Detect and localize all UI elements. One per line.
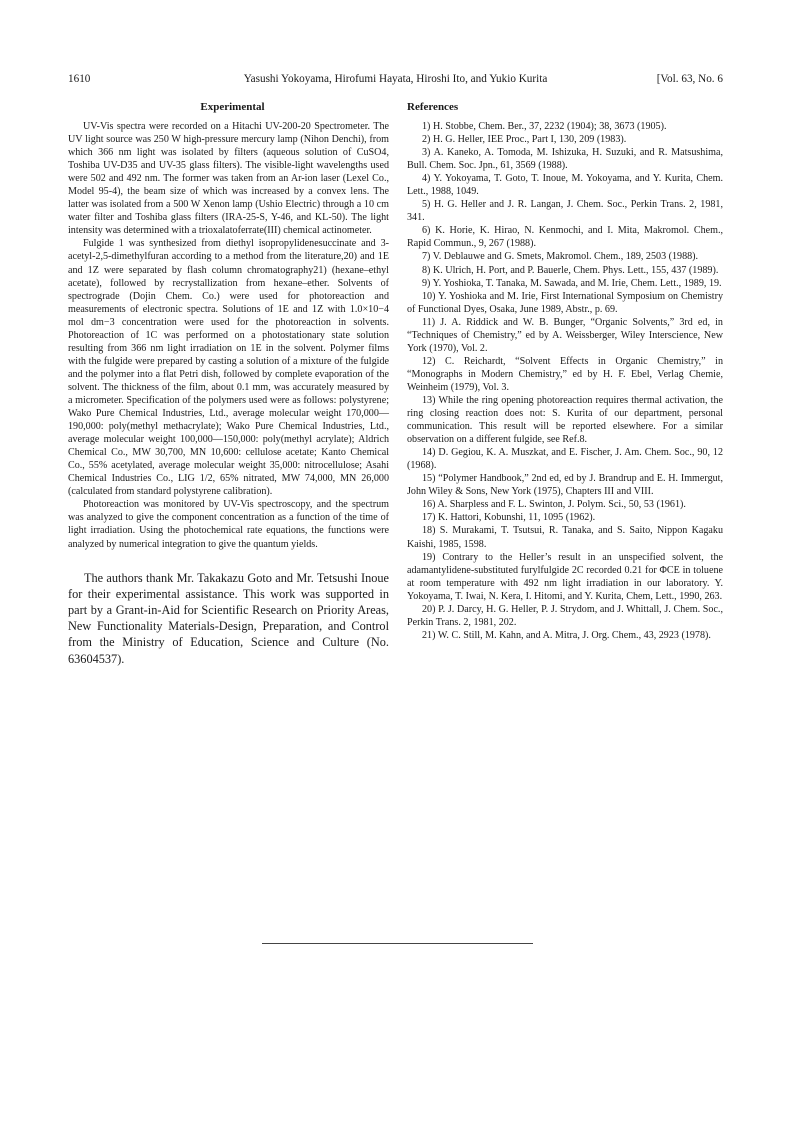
reference-item: 9) Y. Yoshioka, T. Tanaka, M. Sawada, and M. Irie, Chem. Lett., 1989, 19. xyxy=(422,277,722,289)
reference-list xyxy=(407,120,723,642)
reference-item: 17) K. Hattori, Kobunshi, 11, 1095 (1962). xyxy=(422,512,596,524)
reference-item: 4) Y. Yokoyama, T. Goto, T. Inoue, M. Yokoyama, and Y. Kurita, Chem. Lett., 1988, 1049. xyxy=(407,173,723,198)
reference-item: 14) D. Gegiou, K. A. Muszkat, and E. Fischer, J. Am. Chem. Soc., 90, 12 (1968). xyxy=(407,447,723,472)
reference-item: 7) V. Deblauwe and G. Smets, Makromol. Chem., 189, 2503 (1988). xyxy=(422,251,699,263)
references-heading: References xyxy=(407,101,459,113)
end-rule xyxy=(262,943,533,944)
reference-item: 1) H. Stobbe, Chem. Ber., 37, 2232 (1904); 38, 3673 (1905). xyxy=(422,121,667,132)
reference-item: 10) Y. Yoshioka and M. Irie, First International Symposium on Chemistry of Functional Dyes, Osaka, June 1989, Abstr., p. 69. xyxy=(407,290,723,315)
page-number: 1610 xyxy=(68,73,91,85)
reference-item: 11) J. A. Riddick and W. B. Bunger, “Organic Solvents,” 3rd ed, in “Techniques of Chemistry,” ed by A. Weissberger, Wiley Interscience, New York (1970), Vol. 2. xyxy=(407,316,723,354)
reference-item: 19) Contrary to the Heller’s result in an unspecified solvent, the adamantylidene-substituted furylfulgide 2C recorded 0.21 for ΦCE in toluene at room temperature with 492 nm light irradiation in our laboratory. Y. Yokoyama, T. Iwai, N. Kera, I. Hitomi, and Y. Kurita, Chem, Lett., 1990, 263. xyxy=(407,551,723,602)
experimental-paragraph-2: Fulgide 1 was synthesized from diethyl isopropylidenesuccinate and 3-acetyl-2,5-dimethylfuran according to a method from the literature,20) and 1E and 1Z were separated by flash column chromatography21) (hexane–ethyl acetate), followed by recrystallization from hexane–ether. Solvents of spectrograde (Dojin Chem. Co.) were used for photoreaction and measurements of electronic spectra. Solutions of 1E and 1Z with 1.0×10−4 mol dm−3 concentration were used for the photoreaction in solvents. Photoreaction of 1C was performed on a photostationary state solution resulting from 366 nm light irradiation on 1E in the solvent. Polymer films with the fulgide were prepared by casting a solution of a mixture of the fulgide and the polymer into a flat Petri dish, followed by complete evaporation of the solvent. The thickness of the film, about 0.1 mm, was accurately measured by a micrometer. Specification of the polymers used were as follows: polystyrene; Wako Pure Chemical Industries, Ltd., average molecular weight 170,000—190,000: poly(methyl methacrylate); Wako Pure Chemical Industries, Ltd., average molecular weight 100,000—150,000: poly(methyl acrylate); Aldrich Chemical Co., MW 30,700, MN 10,600: cellulose acetate; Kanto Chemical Co., 55% acetylated, average molecular weight 35,000: nitrocellulose; Asahi Chemical Industries Co., LIG 1/2, 65% nitrated, MW 74,000, MN 26,000 (calculated from standard polystyrene calibration). xyxy=(68,238,389,498)
reference-item: 15) “Polymer Handbook,” 2nd ed, ed by J. Brandrup and E. H. Immergut, John Wiley & Sons, New York (1975), Chapters III and VIII. xyxy=(407,473,723,498)
reference-item: 13) While the ring opening photoreaction requires thermal activation, the ring closing reaction does not: S. Kurita of our department, personal communication. This result will be reported elsewhere. For a similar observation on a different fulgide, see Ref.8. xyxy=(407,394,723,446)
reference-item: 16) A. Sharpless and F. L. Swinton, J. Polym. Sci., 50, 53 (1961). xyxy=(422,499,686,511)
experimental-paragraph-1: UV-Vis spectra were recorded on a Hitachi UV-200-20 Spectrometer. The UV light source was 250 W high-pressure mercury lamp (Nihon Denchi), from which 366 nm light was isolated by filters (aqueous solution of CuSO4, Toshiba UV-D35 and UV-35 glass filters). The visible-light wavelengths used were 502 and 492 nm. The former was taken from an Ar-ion laser (Lexel Co., Model 95-4), the beam size of which was increased by a convex lens. The latter was isolated from a 500 W Xenon lamp (Ushio Electric) through a 10 cm water filter and Toshiba glass filters (IRA-25-S, Y-46, and KL-50). The light intensity was determined with a trioxalatoferrate(III) chemical actinometer. xyxy=(68,121,389,237)
experimental-column xyxy=(68,100,389,667)
running-header xyxy=(68,73,723,89)
volume-info: [Vol. 63, No. 6 xyxy=(656,73,723,85)
reference-item: 2) H. G. Heller, IEE Proc., Part I, 130, 209 (1983). xyxy=(422,134,627,146)
experimental-paragraph-3: Photoreaction was monitored by UV-Vis spectroscopy, and the spectrum was analyzed to give the component concentration as a function of the time of light irradiation. Using the photochemical rate equations, the functions were analyzed by numerical integration to give the quantum yields. xyxy=(68,499,389,550)
reference-item: 18) S. Murakami, T. Tsutsui, R. Tanaka, and S. Saito, Nippon Kagaku Kaishi, 1985, 1598. xyxy=(407,525,723,550)
acknowledgment: The authors thank Mr. Takakazu Goto and Mr. Tetsushi Inoue for their experimental assistance. This work was supported in part by a Grant-in-Aid for Scientific Research on Priority Areas, New Functionality Materials-Design, Preparation, and Control from the Ministry of Education, Science and Culture (No. 63604537). xyxy=(68,570,389,666)
reference-item: 8) K. Ulrich, H. Port, and P. Bauerle, Chem. Phys. Lett., 155, 437 (1989). xyxy=(422,264,719,276)
experimental-heading: Experimental xyxy=(200,101,265,113)
reference-item: 20) P. J. Darcy, H. G. Heller, P. J. Strydom, and J. Whittall, J. Chem. Soc., Perkin Trans. 2, 1981, 202. xyxy=(407,603,723,628)
reference-item: 6) K. Horie, K. Hirao, N. Kenmochi, and I. Mita, Makromol. Chem., Rapid Commun., 9, 267 (1988). xyxy=(407,225,723,250)
reference-item: 12) C. Reichardt, “Solvent Effects in Organic Chemistry,” in “Monographs in Modern Chemistry,” ed by H. F. Ebel, Verlag Chemie, Weinheim (1979), Vol. 3. xyxy=(407,355,723,393)
references-column xyxy=(407,100,723,642)
reference-item: 21) W. C. Still, M. Kahn, and A. Mitra, J. Org. Chem., 43, 2923 (1978). xyxy=(422,629,711,641)
reference-item: 5) H. G. Heller and J. R. Langan, J. Chem. Soc., Perkin Trans. 2, 1981, 341. xyxy=(407,199,723,224)
running-authors: Yasushi Yokoyama, Hirofumi Hayata, Hiroshi Ito, and Yukio Kurita xyxy=(243,73,548,85)
reference-item: 3) A. Kaneko, A. Tomoda, M. Ishizuka, H. Suzuki, and R. Matsushima, Bull. Chem. Soc. Jpn., 61, 3569 (1988). xyxy=(407,147,724,172)
